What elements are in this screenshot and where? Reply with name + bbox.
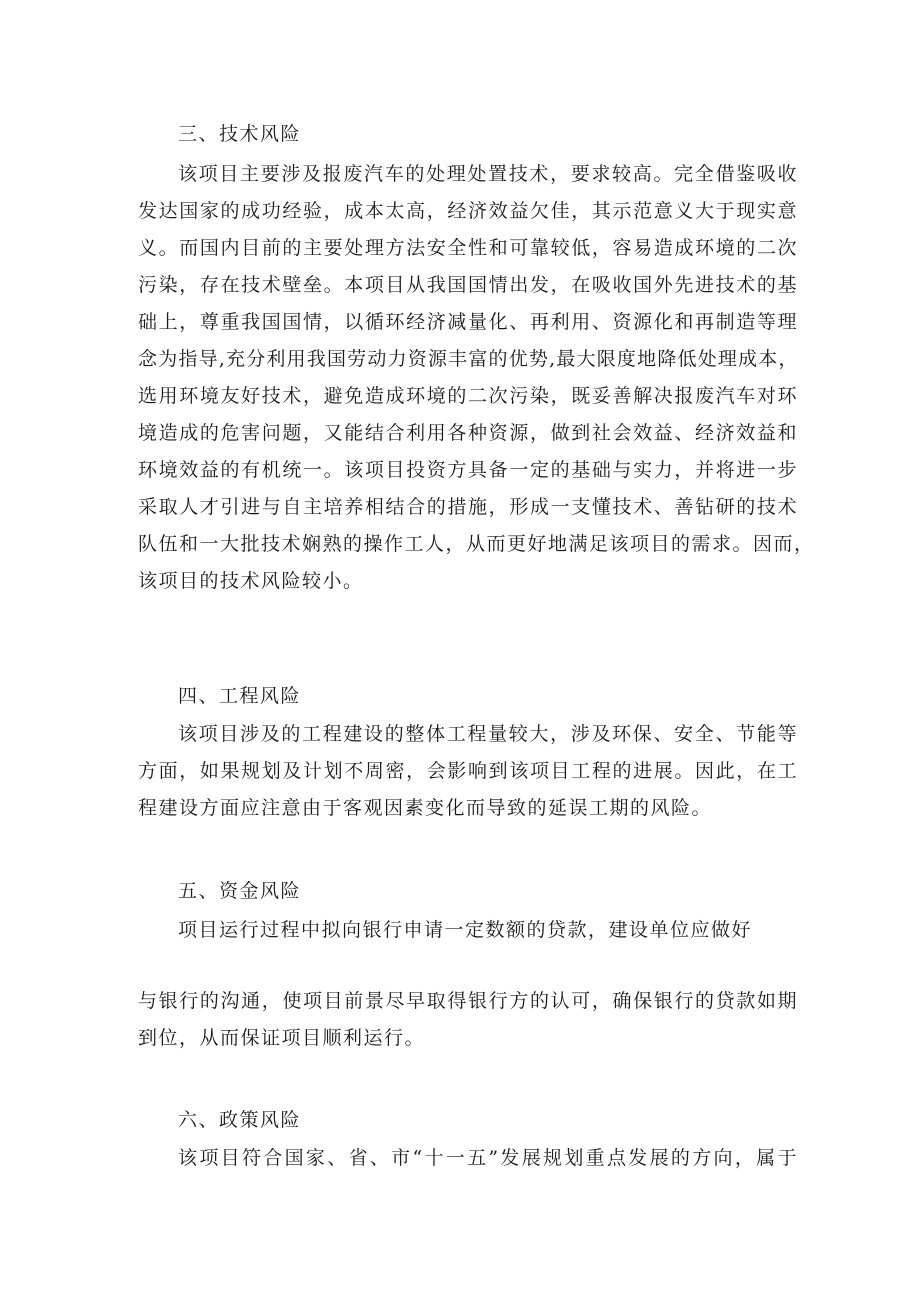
paragraph-line: 该项目的技术风险较小。 bbox=[138, 570, 364, 592]
paragraph-line: 义。而国内目前的主要处理方法安全性和可靠较低，容易造成环境的二次 bbox=[138, 237, 798, 259]
section-heading-engineering-risk: 四、工程风险 bbox=[178, 685, 302, 707]
paragraph-line: 念为指导,充分利用我国劳动力资源丰富的优势,最大限度地降低处理成本， bbox=[138, 348, 798, 370]
paragraph-line: 该项目涉及的工程建设的整体工程量较大，涉及环保、安全、节能等 bbox=[178, 723, 798, 745]
section-heading-technical-risk: 三、技术风险 bbox=[178, 123, 302, 145]
paragraph-line: 与银行的沟通，使项目前景尽早取得银行方的认可，确保银行的贷款如期 bbox=[138, 990, 798, 1012]
paragraph-line: 选用环境友好技术，避免造成环境的二次污染，既妥善解决报废汽车对环 bbox=[138, 385, 798, 407]
paragraph-line: 发达国家的成功经验，成本太高，经济效益欠佳，其示范意义大于现实意 bbox=[138, 200, 798, 222]
paragraph-line: 方面，如果规划及计划不周密，会影响到该项目工程的进展。因此，在工 bbox=[138, 760, 798, 782]
paragraph-line: 程建设方面应注意由于客观因素变化而导致的延误工期的风险。 bbox=[138, 797, 713, 819]
paragraph-line: 该项目符合国家、省、市“十一五”发展规划重点发展的方向，属于 bbox=[178, 1147, 798, 1169]
section-heading-policy-risk: 六、政策风险 bbox=[178, 1109, 302, 1131]
paragraph-line: 环境效益的有机统一。该项目投资方具备一定的基础与实力，并将进一步 bbox=[138, 459, 798, 481]
paragraph-line: 境造成的危害问题，又能结合利用各种资源，做到社会效益、经济效益和 bbox=[138, 422, 798, 444]
paragraph-line: 到位，从而保证项目顺利运行。 bbox=[138, 1027, 426, 1049]
paragraph-line: 项目运行过程中拟向银行申请一定数额的贷款，建设单位应做好 bbox=[178, 919, 753, 941]
paragraph-line: 队伍和一大批技术娴熟的操作工人，从而更好地满足该项目的需求。因而， bbox=[138, 533, 815, 555]
section-heading-funding-risk: 五、资金风险 bbox=[178, 880, 302, 902]
paragraph-line: 污染，存在技术壁垒。本项目从我国国情出发，在吸收国外先进技术的基 bbox=[138, 274, 798, 296]
paragraph-line: 础上，尊重我国国情，以循环经济减量化、再利用、资源化和再制造等理 bbox=[138, 311, 798, 333]
paragraph-line: 采取人才引进与自主培养相结合的措施，形成一支懂技术、善钻研的技术 bbox=[138, 496, 798, 518]
paragraph-line: 该项目主要涉及报废汽车的处理处置技术，要求较高。完全借鉴吸收 bbox=[178, 163, 798, 185]
